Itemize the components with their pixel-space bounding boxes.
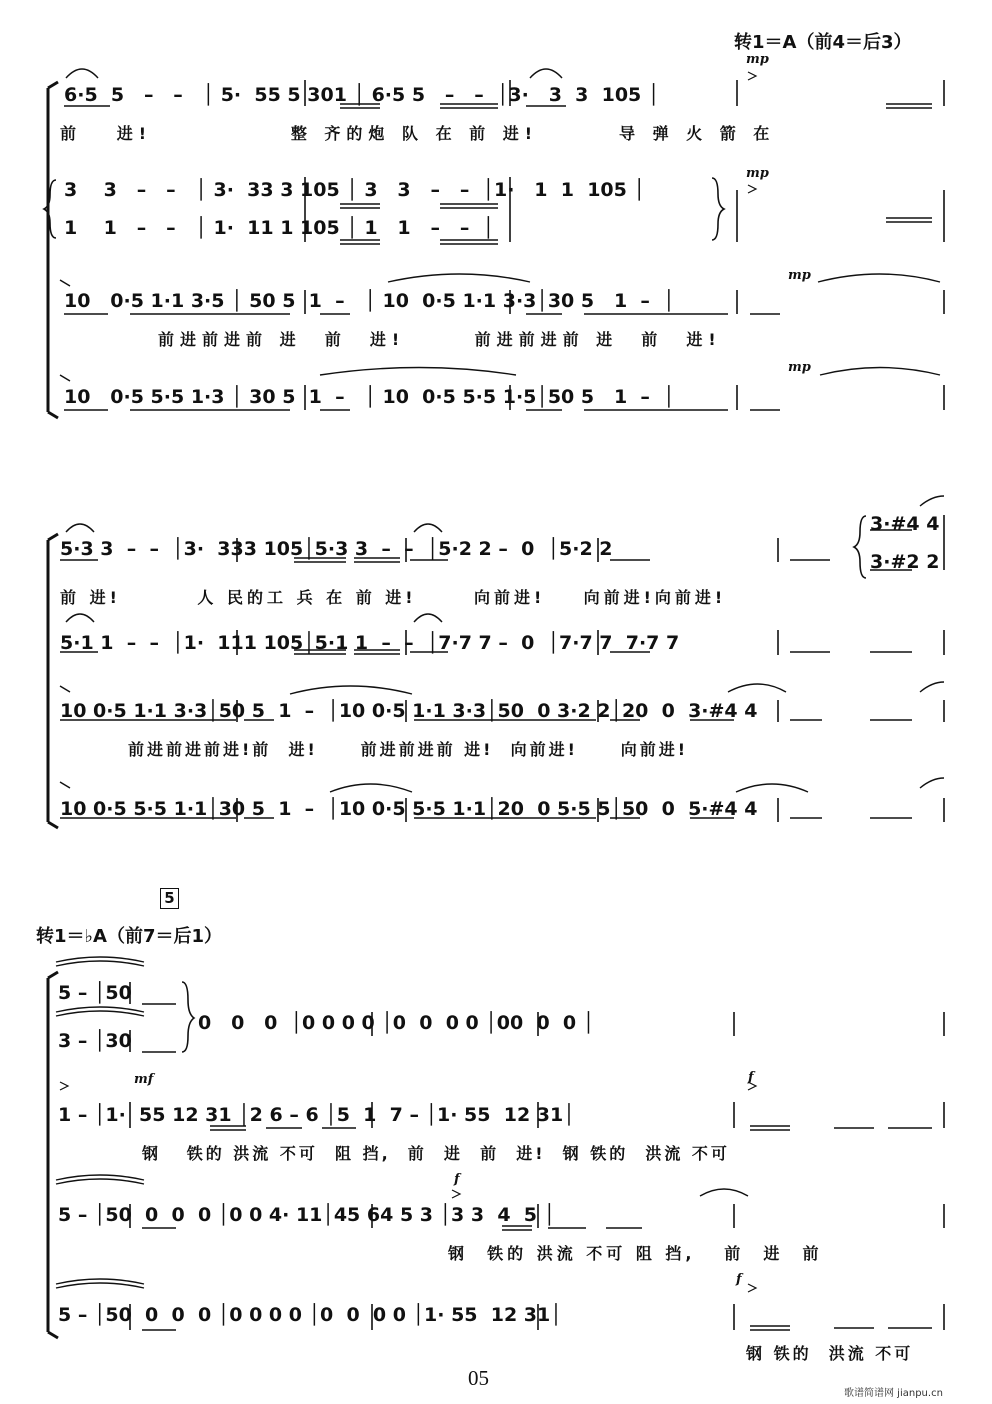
notation-row: 6·5 5 – – │ 5· 55 5 301 │ 6·5 5 – – │3· 3 3 105 │ [64,84,660,106]
lyric-line: 前进前进前 进 前 进! 前进前进前 进 前 进! [158,330,722,349]
notation-row: 10 0·5 1·1 3·3│50 5 1 – │10 0·5 1·1 3·3│50 0 3·2 2│20 0 3·#4 4 [60,700,758,722]
key-change-header-2: 转1＝♭A（前7＝后1） [36,926,222,947]
dynamic-mark: f [736,1272,742,1287]
lyric-line: 钢 铁的 洪流 不可 阻 挡, 前 进 前 进! 钢 铁的 洪流 不可 [142,1144,730,1163]
page-number: 05 [468,1366,489,1390]
system-bracket [48,82,58,1338]
dynamic-mark: mp [788,268,811,283]
notation-row: 1 1 – – │ 1· 11 1 105 │ 1 1 – – │ [64,217,495,239]
lyric-line: 前 进! 人 民的工 兵 在 前 进! 向前进! 向前进!向前进! [60,588,727,607]
notation-row: 10 0·5 5·5 1·1│30 5 1 – │10 0·5 5·5 1·1│20 0 5·5 5│50 0 5·#4 4 [60,798,758,820]
rehearsal-mark: 5 [160,888,179,909]
notation-row: 5·1 1 – – │1· 111 105│5·1 1 – – │7·7 7 – 0 │7·7 7 7·7 7 [60,632,680,654]
notation-row: 5 – │50 0 0 0 │0 0 0 0 │0 0 0 0 │1· 55 12 31│ [58,1304,562,1326]
watermark: 歌谱简谱网 jianpu.cn [844,1388,943,1399]
notation-row: 3 3 – – │ 3· 33 3 105 │ 3 3 – – │1· 1 1 105 │ [64,179,645,201]
notation-row: 0 0 0 │0 0 0 0 │0 0 0 0 │00 0 0 │ [198,1012,595,1034]
lyric-line: 钢 铁的 洪流 不可 [746,1344,914,1363]
key-change-header: 转1＝A（前4＝后3） [734,32,912,53]
notation-row: 10 0·5 5·5 1·3 │ 30 5 1 – │ 10 0·5 5·5 1·5│50 5 1 – │ [64,386,675,408]
notation-row: 5 – │50 0 0 0 │0 0 4· 11│45 64 5 3 │3 3 4 5 │ [58,1204,556,1226]
dynamic-mark: f [454,1172,460,1187]
dynamic-mark: mp [788,360,811,375]
notation-row: 1 – │1· 55 12 31 │2 6 – 6 │5 1 7 – │1· 55 12 31│ [58,1104,575,1126]
notation-row: 5 – │50 [58,982,132,1004]
notation-row: 10 0·5 1·1 3·5 │ 50 5 1 – │ 10 0·5 1·1 3·3│30 5 1 – │ [64,290,675,312]
lyric-line: 钢 铁的 洪流 不可 阻 挡, 前 进 前 [448,1244,823,1263]
lyric-line: 前 进! 整 齐的炮 队 在 前 进! 导 弹 火 箭 在 [60,124,776,143]
notation-row: 3 – │30 [58,1030,132,1052]
dynamic-mark: f [748,1070,754,1085]
notation-row: 3·#2 2 [870,551,940,573]
notation-row: 5·3 3 – – │3· 333 105│5·3 3 – – │5·2 2 – 0 │5·2 2 [60,538,613,560]
notation-row: 3·#4 4 [870,513,940,535]
dynamic-mark: mf [134,1072,154,1087]
dynamic-mark: mp [746,166,769,181]
dynamic-mark: mp [746,52,769,67]
lyric-line: 前进前进前进!前 进! 前进前进前 进! 向前进! 向前进! [128,740,689,759]
